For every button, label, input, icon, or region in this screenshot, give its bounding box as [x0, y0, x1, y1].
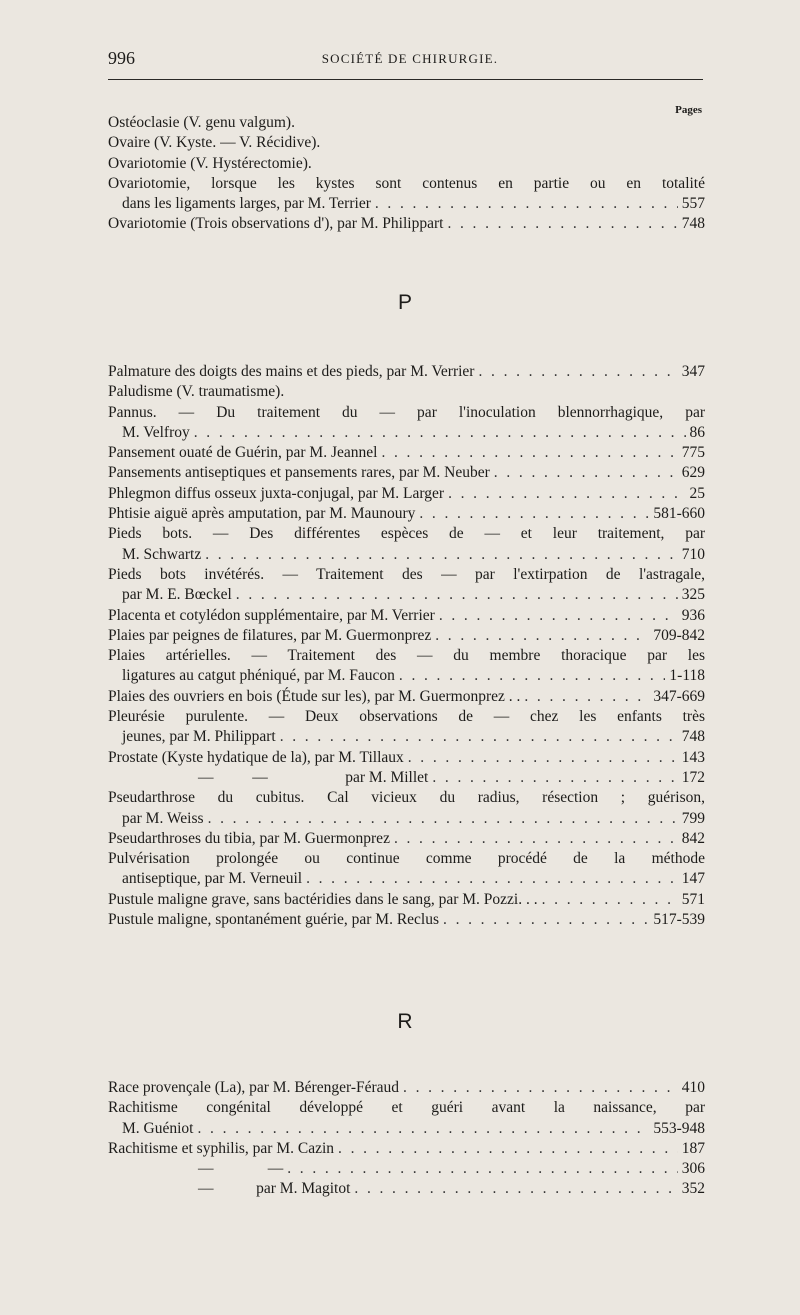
- index-entry: [108, 113, 705, 133]
- leader-dots: [208, 809, 678, 829]
- index-entry: [108, 606, 705, 626]
- leader-dots: [399, 666, 666, 686]
- index-entry: [108, 174, 705, 194]
- entry-page-number: 347-669: [653, 687, 705, 705]
- index-section-r: [108, 1078, 705, 1200]
- index-entry: [108, 585, 705, 605]
- entry-page-number: 143: [681, 748, 705, 766]
- running-title: SOCIÉTÉ DE CHIRURGIE.: [321, 51, 499, 66]
- leader-dots: [354, 1179, 677, 1199]
- section-letter-p: P: [397, 291, 412, 314]
- entry-text: Ovaire (V. Kyste. — V. Récidive).: [108, 134, 321, 152]
- leader-dots: [542, 890, 678, 910]
- entry-text: Plaies par peignes de filatures, par M. Guermonprez: [108, 626, 432, 644]
- entry-text: dans les ligaments larges, par M. Terrier: [122, 195, 371, 213]
- entry-text: Pieds bots invétérés. — Traitement des — par l'extirpation de l'astragale,: [108, 565, 705, 583]
- index-entry: [108, 463, 705, 483]
- leader-dots: [287, 1159, 678, 1179]
- entry-page-number: 629: [681, 464, 705, 482]
- entry-page-number: 352: [681, 1180, 705, 1198]
- index-entry: [108, 362, 705, 382]
- index-entry: [108, 869, 705, 889]
- leader-dots: [448, 484, 685, 504]
- leader-dots: [408, 748, 678, 768]
- leader-dots: [306, 869, 678, 889]
- leader-dots: [338, 1139, 678, 1159]
- entry-text: Plaies artérielles. — Traitement des — du membre thoracique par les: [108, 647, 705, 665]
- index-entry: [108, 890, 705, 910]
- index-entry: [108, 1159, 705, 1179]
- entry-page-number: 842: [681, 829, 705, 847]
- entry-text: antiseptique, par M. Verneuil: [122, 870, 303, 888]
- leader-dots: [280, 727, 678, 747]
- index-entry: [108, 626, 705, 646]
- index-entry: [108, 403, 705, 423]
- entry-text: Pulvérisation prolongée ou continue comme procédé de la méthode: [108, 850, 705, 868]
- pages-column-label: Pages: [675, 104, 702, 116]
- entry-text: Phtisie aiguë après amputation, par M. Maunoury: [108, 505, 416, 523]
- index-entry: [108, 687, 705, 707]
- index-entry: [108, 1119, 705, 1139]
- index-entry: [108, 154, 705, 174]
- entry-text: Pseudarthroses du tibia, par M. Guermonprez: [108, 829, 390, 847]
- entry-text: M. Guéniot: [122, 1119, 194, 1137]
- index-entry: [108, 788, 705, 808]
- index-entry: [108, 849, 705, 869]
- entry-text: Pieds bots. — Des différentes espèces de — et leur traitement, par: [108, 525, 705, 543]
- index-entry: [108, 829, 705, 849]
- entry-page-number: 581-660: [653, 505, 705, 523]
- entry-page-number: 306: [681, 1160, 705, 1178]
- leader-dots: [419, 504, 649, 524]
- page-number: 996: [108, 48, 135, 68]
- entry-text: ligatures au catgut phéniqué, par M. Faucon: [122, 667, 395, 685]
- entry-page-number: 748: [681, 728, 705, 746]
- leader-dots: [194, 423, 686, 443]
- leader-dots: [439, 606, 678, 626]
- index-entry: [108, 524, 705, 544]
- index-entry: [108, 1179, 705, 1199]
- index-entry: [108, 707, 705, 727]
- entry-text: — —: [198, 1160, 284, 1178]
- index-entry: [108, 809, 705, 829]
- leader-dots: [394, 829, 678, 849]
- entry-text: par M. E. Bœckel: [122, 586, 232, 604]
- entry-text: Pleurésie purulente. — Deux observations de — chez les enfants très: [108, 708, 705, 726]
- entry-page-number: 936: [681, 606, 705, 624]
- leader-dots: [236, 585, 678, 605]
- entry-page-number: 775: [681, 444, 705, 462]
- entry-text: M. Velfroy: [122, 423, 190, 441]
- leader-dots: [494, 463, 678, 483]
- entry-page-number: 410: [681, 1079, 705, 1096]
- entry-page-number: 553-948: [653, 1119, 705, 1137]
- index-entry: [108, 727, 705, 747]
- index-entry: [108, 666, 705, 686]
- entry-text: par M. Weiss: [122, 809, 204, 827]
- index-entry: [108, 1078, 705, 1098]
- leader-dots: [478, 362, 677, 382]
- index-entry: [108, 910, 705, 930]
- entry-page-number: 25: [689, 484, 705, 502]
- entry-text: Pseudarthrose du cubitus. Cal vicieux du radius, résection ; guérison,: [108, 789, 705, 807]
- index-entry: [108, 484, 705, 504]
- entry-text: Plaies des ouvriers en bois (Étude sur les), par M. Guermonprez . .: [108, 687, 521, 705]
- index-entry: [108, 504, 705, 524]
- entry-page-number: 748: [681, 215, 705, 233]
- index-entry: [108, 748, 705, 768]
- entry-text: Pustule maligne grave, sans bactéridies dans le sang, par M. Pozzi. . .: [108, 890, 538, 908]
- index-entry: [108, 214, 705, 234]
- entry-text: Paludisme (V. traumatisme).: [108, 383, 285, 401]
- entry-page-number: 187: [681, 1139, 705, 1157]
- leader-dots: [403, 1078, 678, 1098]
- entry-text: Prostate (Kyste hydatique de la), par M. Tillaux: [108, 748, 404, 766]
- leader-dots: [447, 214, 677, 234]
- index-section-p: [108, 362, 705, 930]
- entry-text: Pannus. — Du traitement du — par l'inoculation blennorrhagique, par: [108, 403, 705, 421]
- leader-dots: [524, 687, 649, 707]
- leader-dots: [205, 545, 678, 565]
- index-entry: [108, 443, 705, 463]
- entry-page-number: 347: [681, 363, 705, 380]
- entry-text: Pustule maligne, spontanément guérie, par M. Reclus: [108, 911, 440, 929]
- header-rule: [108, 79, 703, 80]
- index-entry: [108, 423, 705, 443]
- entry-text: Placenta et cotylédon supplémentaire, par M. Verrier: [108, 606, 435, 624]
- entry-page-number: 557: [681, 195, 705, 213]
- index-entry: [108, 1139, 705, 1159]
- index-section-o: [108, 113, 705, 235]
- entry-page-number: 571: [681, 890, 705, 908]
- entry-page-number: 1-118: [669, 667, 705, 685]
- entry-text: Phlegmon diffus osseux juxta-conjugal, par M. Larger: [108, 484, 445, 502]
- entry-page-number: 517-539: [653, 911, 705, 929]
- entry-text: Ovariotomie, lorsque les kystes sont contenus en partie ou en totalité: [108, 174, 705, 192]
- index-entry: [108, 545, 705, 565]
- index-entry: [108, 1098, 705, 1118]
- index-entry: [108, 382, 705, 402]
- entry-page-number: 709-842: [653, 626, 705, 644]
- leader-dots: [375, 194, 678, 214]
- entry-page-number: 86: [689, 423, 705, 441]
- entry-text: Pansements antiseptiques et pansements rares, par M. Neuber: [108, 464, 490, 482]
- leader-dots: [197, 1119, 649, 1139]
- leader-dots: [381, 443, 677, 463]
- index-entry: [108, 133, 705, 153]
- entry-page-number: 325: [681, 586, 705, 604]
- entry-page-number: 147: [681, 870, 705, 888]
- entry-text: Ovariotomie (V. Hystérectomie).: [108, 154, 312, 172]
- index-entry: [108, 565, 705, 585]
- entry-text: Ovariotomie (Trois observations d'), par M. Philippart: [108, 215, 444, 233]
- entry-text: Ostéoclasie (V. genu valgum).: [108, 114, 295, 131]
- leader-dots: [435, 626, 649, 646]
- entry-text: M. Schwartz: [122, 545, 202, 563]
- index-entry: [108, 768, 705, 788]
- index-entry: [108, 646, 705, 666]
- entry-text: — — par M. Millet: [198, 768, 429, 786]
- entry-page-number: 172: [681, 768, 705, 786]
- entry-text: jeunes, par M. Philippart: [122, 728, 276, 746]
- index-entry: [108, 194, 705, 214]
- entry-page-number: 710: [681, 545, 705, 563]
- entry-page-number: 799: [681, 809, 705, 827]
- entry-text: — par M. Magitot: [198, 1180, 351, 1198]
- entry-text: Rachitisme congénital développé et guéri avant la naissance, par: [108, 1099, 705, 1117]
- entry-text: Pansement ouaté de Guérin, par M. Jeannel: [108, 444, 378, 462]
- section-letter-r: R: [397, 1010, 413, 1033]
- entry-text: Race provençale (La), par M. Bérenger-Féraud: [108, 1079, 400, 1096]
- leader-dots: [432, 768, 677, 788]
- entry-text: Palmature des doigts des mains et des pieds, par M. Verrier: [108, 363, 475, 380]
- entry-text: Rachitisme et syphilis, par M. Cazin: [108, 1139, 335, 1157]
- leader-dots: [443, 910, 649, 930]
